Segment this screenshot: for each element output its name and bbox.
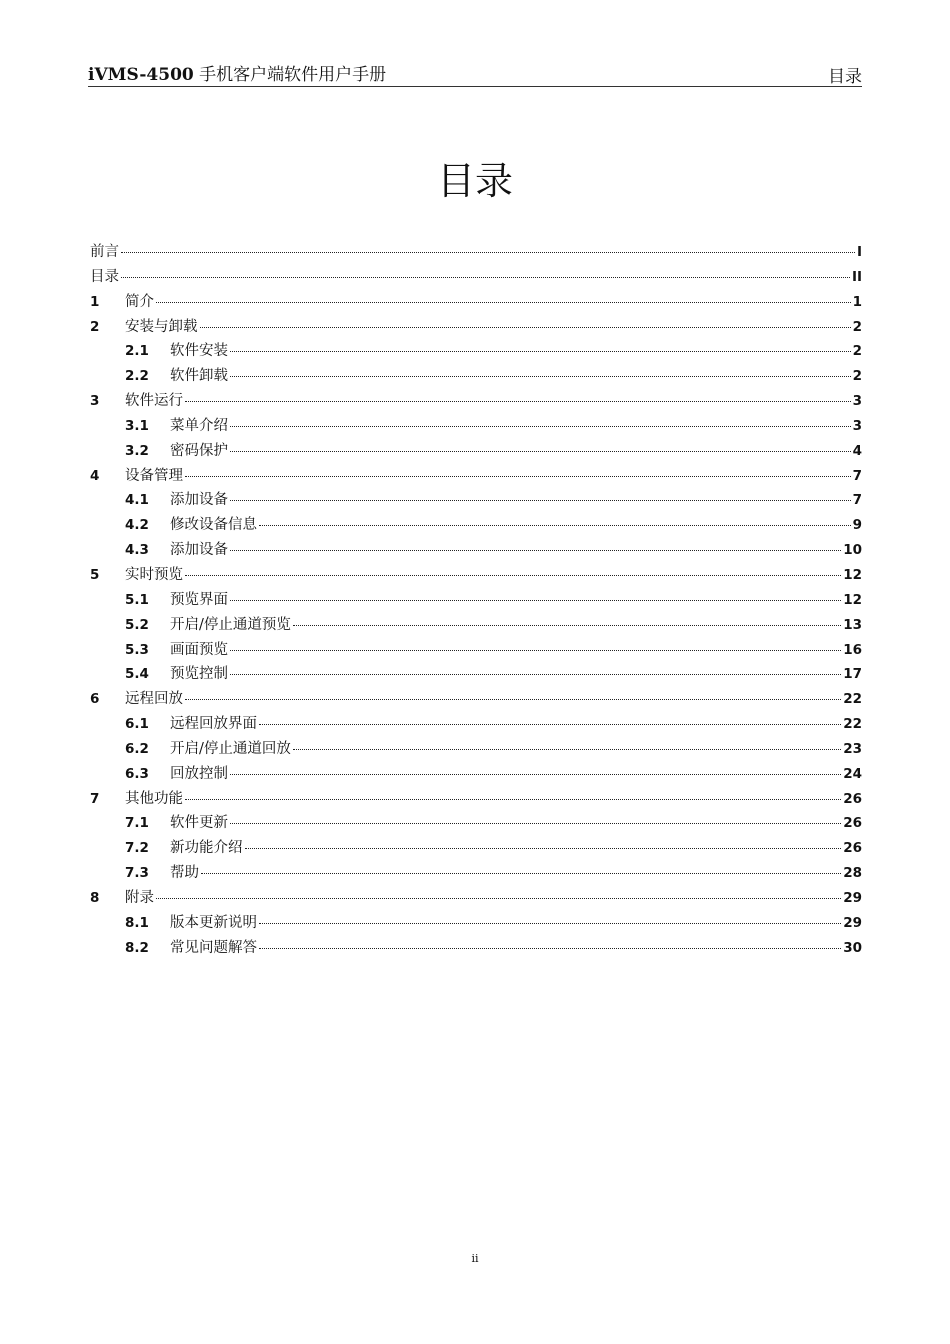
toc-entry-number: 3.2 — [125, 442, 149, 459]
toc-entry-title: 开启/停止通道回放 — [170, 740, 291, 757]
toc-dot-leader — [230, 650, 841, 651]
toc-dot-leader — [185, 575, 841, 576]
toc-entry-title: 远程回放 — [125, 691, 183, 708]
toc-entry-page: 26 — [843, 790, 862, 807]
toc-entry-page: 3 — [852, 417, 862, 434]
toc-entry-title: 密码保护 — [170, 442, 228, 459]
toc-entry-page: 22 — [843, 716, 862, 733]
toc-entry-title: 添加设备 — [170, 542, 228, 559]
toc-dot-leader — [230, 351, 851, 352]
toc-dot-leader — [230, 550, 841, 551]
page-number: ii — [471, 1252, 479, 1265]
toc-entry-number: 5.4 — [125, 666, 149, 683]
toc-entry-page: 26 — [843, 815, 862, 832]
toc-entry-page: 17 — [843, 666, 862, 683]
toc-entry[interactable] — [90, 389, 862, 414]
toc-entry[interactable] — [90, 563, 862, 588]
toc-entry[interactable] — [90, 339, 862, 364]
toc-entry-page: 23 — [843, 740, 862, 757]
toc-entry[interactable] — [90, 936, 862, 961]
toc-entry-number: 6.3 — [125, 765, 149, 782]
toc-entry[interactable] — [90, 364, 862, 389]
toc-entry-number: 6 — [90, 691, 100, 708]
toc-dot-leader — [259, 724, 841, 725]
toc-entry-number: 7.2 — [125, 840, 149, 857]
toc-entry[interactable] — [90, 836, 862, 861]
toc-entry-title: 实时预览 — [125, 566, 183, 583]
toc-entry-page: 1 — [852, 293, 862, 310]
toc-entry-page: 2 — [852, 368, 862, 385]
toc-entry[interactable] — [90, 538, 862, 563]
page-header — [88, 58, 862, 87]
toc-entry-number: 3 — [90, 393, 100, 410]
toc-entry[interactable] — [90, 290, 862, 315]
header-title-text: 手机客户端软件用户手册 — [199, 65, 387, 85]
toc-entry-number: 8 — [90, 889, 100, 906]
toc-dot-leader — [259, 948, 841, 949]
toc-entry-title: 安装与卸载 — [125, 318, 198, 335]
toc-entry-title: 软件更新 — [170, 815, 228, 832]
toc-dot-leader — [259, 923, 841, 924]
toc-entry-number: 2.1 — [125, 343, 149, 360]
toc-dot-leader — [121, 252, 855, 253]
toc-entry-title: 设备管理 — [125, 467, 183, 484]
toc-dot-leader — [185, 401, 851, 402]
toc-entry-title: 帮助 — [170, 865, 199, 882]
toc-entry-number: 7.1 — [125, 815, 149, 832]
toc-entry-page: 26 — [843, 840, 862, 857]
toc-entry-number: 4 — [90, 467, 100, 484]
toc-dot-leader — [201, 873, 841, 874]
toc-entry[interactable] — [90, 811, 862, 836]
toc-entry-page: I — [856, 244, 862, 260]
toc-entry[interactable] — [90, 265, 862, 290]
toc-entry-title: 菜单介绍 — [170, 417, 228, 434]
toc-entry[interactable] — [90, 687, 862, 712]
toc-entry-title: 新功能介绍 — [170, 840, 243, 857]
toc-entry-page: 30 — [843, 939, 862, 956]
toc-dot-leader — [121, 277, 850, 278]
toc-entry-page: 22 — [843, 691, 862, 708]
toc-dot-leader — [230, 823, 841, 824]
toc-entry-title: 常见问题解答 — [170, 939, 257, 956]
toc-entry-title: 目录 — [90, 268, 119, 285]
toc-entry-title: 软件运行 — [125, 393, 183, 410]
page-title: 目录 — [436, 159, 513, 203]
toc-entry-number: 2.2 — [125, 368, 149, 385]
toc-entry-title: 软件卸载 — [170, 368, 228, 385]
toc-entry-number: 5 — [90, 566, 100, 583]
toc-entry-page: 29 — [843, 914, 862, 931]
toc-entry-page: 13 — [843, 616, 862, 633]
toc-entry-page: 29 — [843, 889, 862, 906]
toc-entry-page: 9 — [852, 517, 862, 534]
toc-entry-page: 3 — [852, 393, 862, 410]
toc-entry[interactable] — [90, 737, 862, 762]
header-section: 目录 — [828, 67, 862, 87]
toc-entry-title: 修改设备信息 — [170, 517, 257, 534]
toc-entry[interactable] — [90, 240, 862, 265]
toc-entry-title: 附录 — [125, 889, 154, 906]
toc-entry-title: 远程回放界面 — [170, 716, 257, 733]
toc-entry-number: 7 — [90, 790, 100, 807]
toc-entry[interactable] — [90, 588, 862, 613]
toc-entry[interactable] — [90, 513, 862, 538]
toc-entry-title: 简介 — [125, 293, 154, 310]
toc-entry-number: 5.3 — [125, 641, 149, 658]
toc-entry-number: 5.2 — [125, 616, 149, 633]
toc-entry[interactable] — [90, 613, 862, 638]
toc-entry-number: 5.1 — [125, 591, 149, 608]
toc-entry-title: 预览控制 — [170, 666, 228, 683]
toc-dot-leader — [200, 327, 851, 328]
toc-entry-page: 7 — [852, 467, 862, 484]
toc-dot-leader — [230, 451, 851, 452]
toc-dot-leader — [245, 848, 842, 849]
toc-entry-page: 12 — [843, 566, 862, 583]
toc-entry-number: 6.1 — [125, 716, 149, 733]
toc-entry-page: 2 — [852, 343, 862, 360]
toc-entry[interactable] — [90, 414, 862, 439]
toc-dot-leader — [230, 376, 851, 377]
toc-entry[interactable] — [90, 488, 862, 513]
toc-entry-number: 4.3 — [125, 542, 149, 559]
toc-dot-leader — [230, 500, 851, 501]
toc-entry-page: 7 — [852, 492, 862, 509]
toc-entry-number: 1 — [90, 293, 100, 310]
header-brand: iVMS-4500 — [88, 65, 194, 85]
toc-entry[interactable] — [90, 787, 862, 812]
toc-entry-number: 6.2 — [125, 740, 149, 757]
toc-dot-leader — [185, 799, 841, 800]
toc-dot-leader — [230, 426, 851, 427]
toc-entry[interactable] — [90, 638, 862, 663]
toc-dot-leader — [293, 625, 841, 626]
toc-entry[interactable] — [90, 464, 862, 489]
toc-entry-title: 画面预览 — [170, 641, 228, 658]
toc-entry-number: 2 — [90, 318, 100, 335]
toc-dot-leader — [230, 674, 841, 675]
table-of-contents — [90, 240, 862, 960]
toc-entry-title: 版本更新说明 — [170, 914, 257, 931]
toc-entry[interactable] — [90, 662, 862, 687]
toc-entry-page: 10 — [843, 542, 862, 559]
toc-entry-page: 2 — [852, 318, 862, 335]
toc-entry-title: 添加设备 — [170, 492, 228, 509]
toc-dot-leader — [259, 525, 851, 526]
toc-entry[interactable] — [90, 886, 862, 911]
toc-dot-leader — [230, 774, 841, 775]
toc-entry-number: 8.1 — [125, 914, 149, 931]
toc-entry[interactable] — [90, 439, 862, 464]
toc-entry[interactable] — [90, 911, 862, 936]
toc-entry-page: 12 — [843, 591, 862, 608]
header-doc-title — [88, 60, 386, 85]
toc-entry-title: 其他功能 — [125, 790, 183, 807]
toc-entry[interactable] — [90, 861, 862, 886]
toc-entry-page: 4 — [852, 442, 862, 459]
toc-entry-number: 3.1 — [125, 417, 149, 434]
toc-entry-page: 24 — [843, 765, 862, 782]
toc-entry[interactable] — [90, 762, 862, 787]
toc-entry-page: 16 — [843, 641, 862, 658]
toc-dot-leader — [156, 898, 841, 899]
toc-entry-page: II — [851, 268, 862, 285]
toc-dot-leader — [185, 699, 841, 700]
toc-entry-number: 8.2 — [125, 939, 149, 956]
toc-dot-leader — [156, 302, 851, 303]
toc-entry-title: 预览界面 — [170, 591, 228, 608]
toc-dot-leader — [185, 476, 851, 477]
toc-dot-leader — [293, 749, 841, 750]
toc-entry[interactable] — [90, 315, 862, 340]
toc-entry-title: 开启/停止通道预览 — [170, 616, 291, 633]
toc-entry-number: 7.3 — [125, 865, 149, 882]
toc-entry-title: 回放控制 — [170, 765, 228, 782]
toc-dot-leader — [230, 600, 841, 601]
toc-entry[interactable] — [90, 712, 862, 737]
toc-entry-number: 4.2 — [125, 517, 149, 534]
toc-entry-title: 前言 — [90, 244, 119, 260]
toc-entry-title: 软件安装 — [170, 343, 228, 360]
toc-entry-page: 28 — [843, 865, 862, 882]
toc-entry-number: 4.1 — [125, 492, 149, 509]
